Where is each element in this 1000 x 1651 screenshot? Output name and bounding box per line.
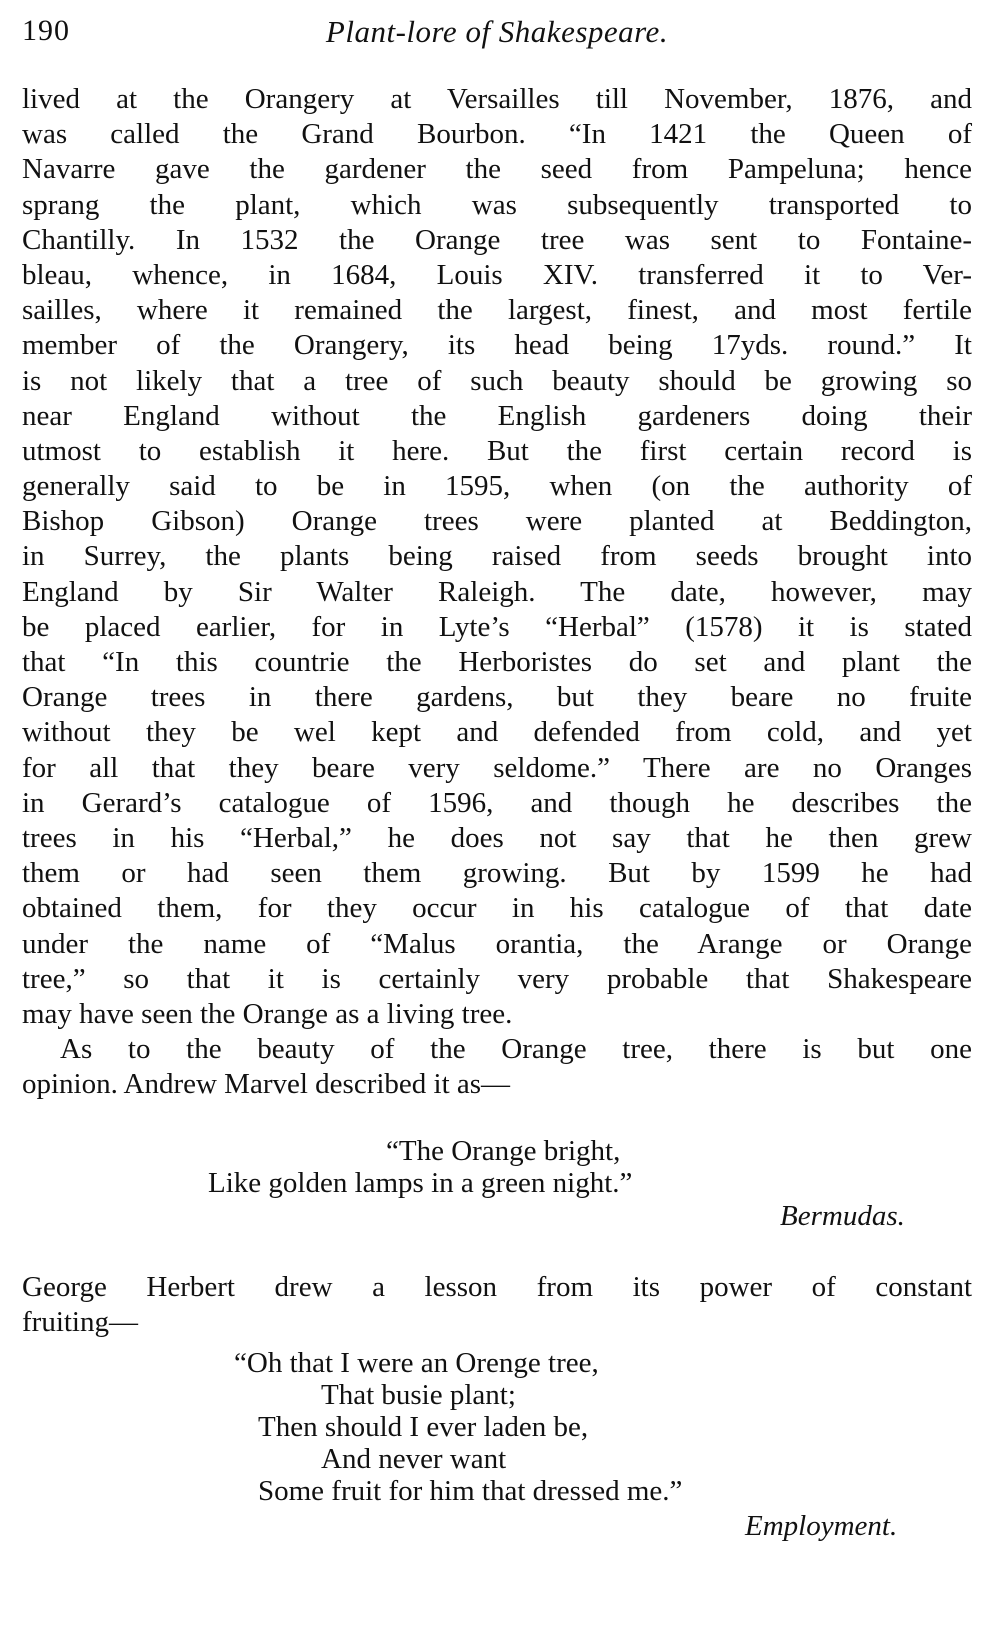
verse-quote-herbert bbox=[22, 1347, 972, 1517]
text-line: utmost to establish it here. But the first certain record is bbox=[22, 434, 972, 467]
text-line: England by Sir Walter Raleigh. The date, however, may bbox=[22, 575, 972, 608]
verse-line: And never want bbox=[321, 1443, 507, 1475]
text-line: member of the Orangery, its head being 17yds. round.” It bbox=[22, 329, 972, 362]
verse-line: That busie plant; bbox=[321, 1379, 516, 1411]
text-line: tree,” so that it is certainly very probable that Shakespeare bbox=[22, 962, 972, 995]
text-line: opinion. Andrew Marvel described it as— bbox=[22, 1068, 511, 1101]
text-line: As to the beauty of the Orange tree, there is but one bbox=[60, 1033, 972, 1066]
text-line: under the name of “Malus orantia, the Arange or Orange bbox=[22, 927, 972, 960]
verse-line: “The Orange bright, bbox=[386, 1135, 621, 1167]
running-title: Plant-lore of Shakespeare. bbox=[325, 14, 669, 49]
text-line: Navarre gave the gardener the seed from Pampeluna; hence bbox=[22, 153, 972, 186]
verse-attribution-bermudas: Bermudas. bbox=[780, 1200, 905, 1232]
text-line: near England without the English gardeners doing their bbox=[22, 399, 972, 432]
text-line: was called the Grand Bourbon. “In 1421 the Queen of bbox=[22, 118, 972, 151]
running-head bbox=[22, 14, 972, 54]
text-line: is not likely that a tree of such beauty should be growing so bbox=[22, 364, 972, 397]
body-text bbox=[22, 82, 972, 1102]
text-line: that “In this countrie the Herboristes do set and plant the bbox=[22, 646, 972, 678]
text-line: be placed earlier, for in Lyte’s “Herbal” (1578) it is stated bbox=[22, 610, 972, 643]
verse-line: Like golden lamps in a green night.” bbox=[208, 1167, 633, 1199]
text-line: Bishop Gibson) Orange trees were planted at Beddington, bbox=[22, 505, 972, 538]
text-line: lived at the Orangery at Versailles till November, 1876, and bbox=[22, 83, 972, 115]
verse-attribution-employment: Employment. bbox=[745, 1510, 898, 1542]
text-line: bleau, whence, in 1684, Louis XIV. transferred it to Ver- bbox=[22, 258, 972, 291]
text-line: obtained them, for they occur in his catalogue of that date bbox=[22, 892, 972, 925]
text-line: in Gerard’s catalogue of 1596, and though he describes the bbox=[22, 786, 972, 819]
text-line: generally said to be in 1595, when (on the authority of bbox=[22, 470, 972, 503]
text-line: them or had seen them growing. But by 1599 he had bbox=[22, 857, 972, 890]
body-text-continued bbox=[22, 1270, 972, 1340]
text-line: may have seen the Orange as a living tree. bbox=[22, 997, 513, 1030]
text-line: without they be wel kept and defended from cold, and yet bbox=[22, 716, 972, 749]
text-line: Chantilly. In 1532 the Orange tree was sent to Fontaine- bbox=[22, 223, 972, 256]
text-line: sailles, where it remained the largest, finest, and most fertile bbox=[22, 294, 972, 327]
verse-line: Some fruit for him that dressed me.” bbox=[258, 1475, 683, 1507]
text-line: for all that they beare very seldome.” There are no Oranges bbox=[22, 751, 972, 784]
text-line: in Surrey, the plants being raised from seeds brought into bbox=[22, 540, 972, 573]
text-line: trees in his “Herbal,” he does not say that he then grew bbox=[22, 821, 972, 854]
verse-line: “Oh that I were an Orenge tree, bbox=[234, 1347, 599, 1379]
verse-line: Then should I ever laden be, bbox=[258, 1411, 589, 1443]
page-number: 190 bbox=[22, 14, 70, 47]
text-line: George Herbert drew a lesson from its power of constant bbox=[22, 1271, 972, 1303]
text-line: Orange trees in there gardens, but they beare no fruite bbox=[22, 681, 972, 714]
text-line: sprang the plant, which was subsequently transported to bbox=[22, 188, 972, 221]
text-line: fruiting— bbox=[22, 1306, 138, 1339]
